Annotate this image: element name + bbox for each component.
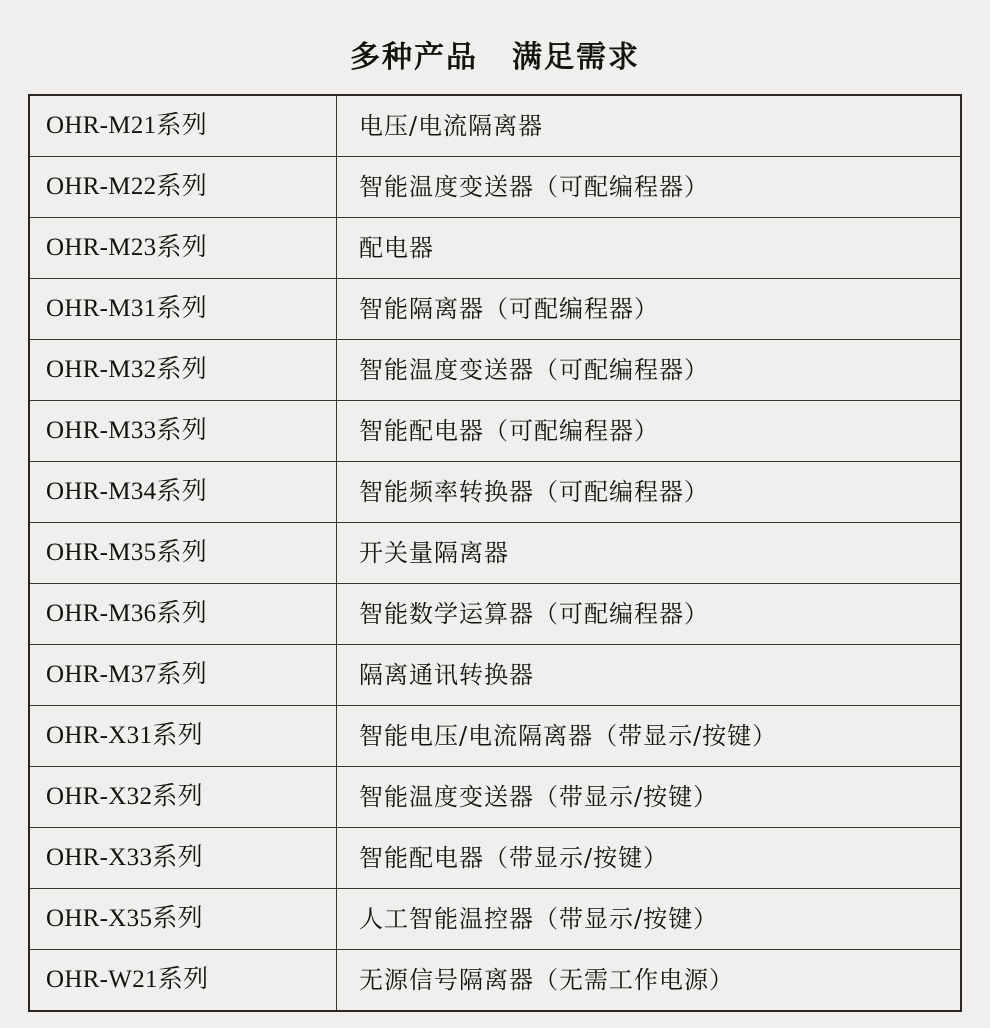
product-description-cell: 人工智能温控器（带显示/按键） (337, 889, 961, 950)
table-row (30, 523, 960, 584)
product-description-cell: 智能温度变送器（可配编程器） (337, 157, 961, 218)
product-description-cell: 智能数学运算器（可配编程器） (337, 584, 961, 645)
product-description-cell: 智能频率转换器（可配编程器） (337, 462, 961, 523)
product-code-cell: OHR-M37系列 (30, 645, 337, 706)
table-row (30, 950, 960, 1011)
table-row (30, 767, 960, 828)
table-row (30, 340, 960, 401)
product-table (30, 96, 960, 1010)
table-row (30, 401, 960, 462)
product-code-cell: OHR-M36系列 (30, 584, 337, 645)
table-row (30, 96, 960, 157)
product-code-cell: OHR-X35系列 (30, 889, 337, 950)
product-description-cell: 智能温度变送器（带显示/按键） (337, 767, 961, 828)
product-description-cell: 无源信号隔离器（无需工作电源） (337, 950, 961, 1011)
table-row (30, 828, 960, 889)
table-row (30, 279, 960, 340)
product-description-cell: 智能隔离器（可配编程器） (337, 279, 961, 340)
product-description-cell: 智能电压/电流隔离器（带显示/按键） (337, 706, 961, 767)
product-code-cell: OHR-X32系列 (30, 767, 337, 828)
product-code-cell: OHR-X31系列 (30, 706, 337, 767)
page-title-part-2: 满足需求 (512, 41, 640, 74)
product-description-cell: 配电器 (337, 218, 961, 279)
product-code-cell: OHR-M35系列 (30, 523, 337, 584)
product-description-cell: 智能配电器（带显示/按键） (337, 828, 961, 889)
page-title (0, 0, 990, 94)
product-code-cell: OHR-M23系列 (30, 218, 337, 279)
product-code-cell: OHR-X33系列 (30, 828, 337, 889)
product-code-cell: OHR-M21系列 (30, 96, 337, 157)
product-code-cell: OHR-W21系列 (30, 950, 337, 1011)
table-row (30, 218, 960, 279)
product-description-cell: 隔离通讯转换器 (337, 645, 961, 706)
product-table-container (28, 94, 962, 1012)
product-code-cell: OHR-M32系列 (30, 340, 337, 401)
product-code-cell: OHR-M33系列 (30, 401, 337, 462)
table-row (30, 462, 960, 523)
page-title-part-1: 多种产品 (350, 41, 478, 74)
product-description-cell: 开关量隔离器 (337, 523, 961, 584)
table-row (30, 157, 960, 218)
table-row (30, 706, 960, 767)
product-code-cell: OHR-M34系列 (30, 462, 337, 523)
product-table-body (30, 96, 960, 1010)
product-description-cell: 智能配电器（可配编程器） (337, 401, 961, 462)
table-row (30, 645, 960, 706)
product-description-cell: 电压/电流隔离器 (337, 96, 961, 157)
table-row (30, 584, 960, 645)
product-code-cell: OHR-M31系列 (30, 279, 337, 340)
product-code-cell: OHR-M22系列 (30, 157, 337, 218)
table-row (30, 889, 960, 950)
product-description-cell: 智能温度变送器（可配编程器） (337, 340, 961, 401)
